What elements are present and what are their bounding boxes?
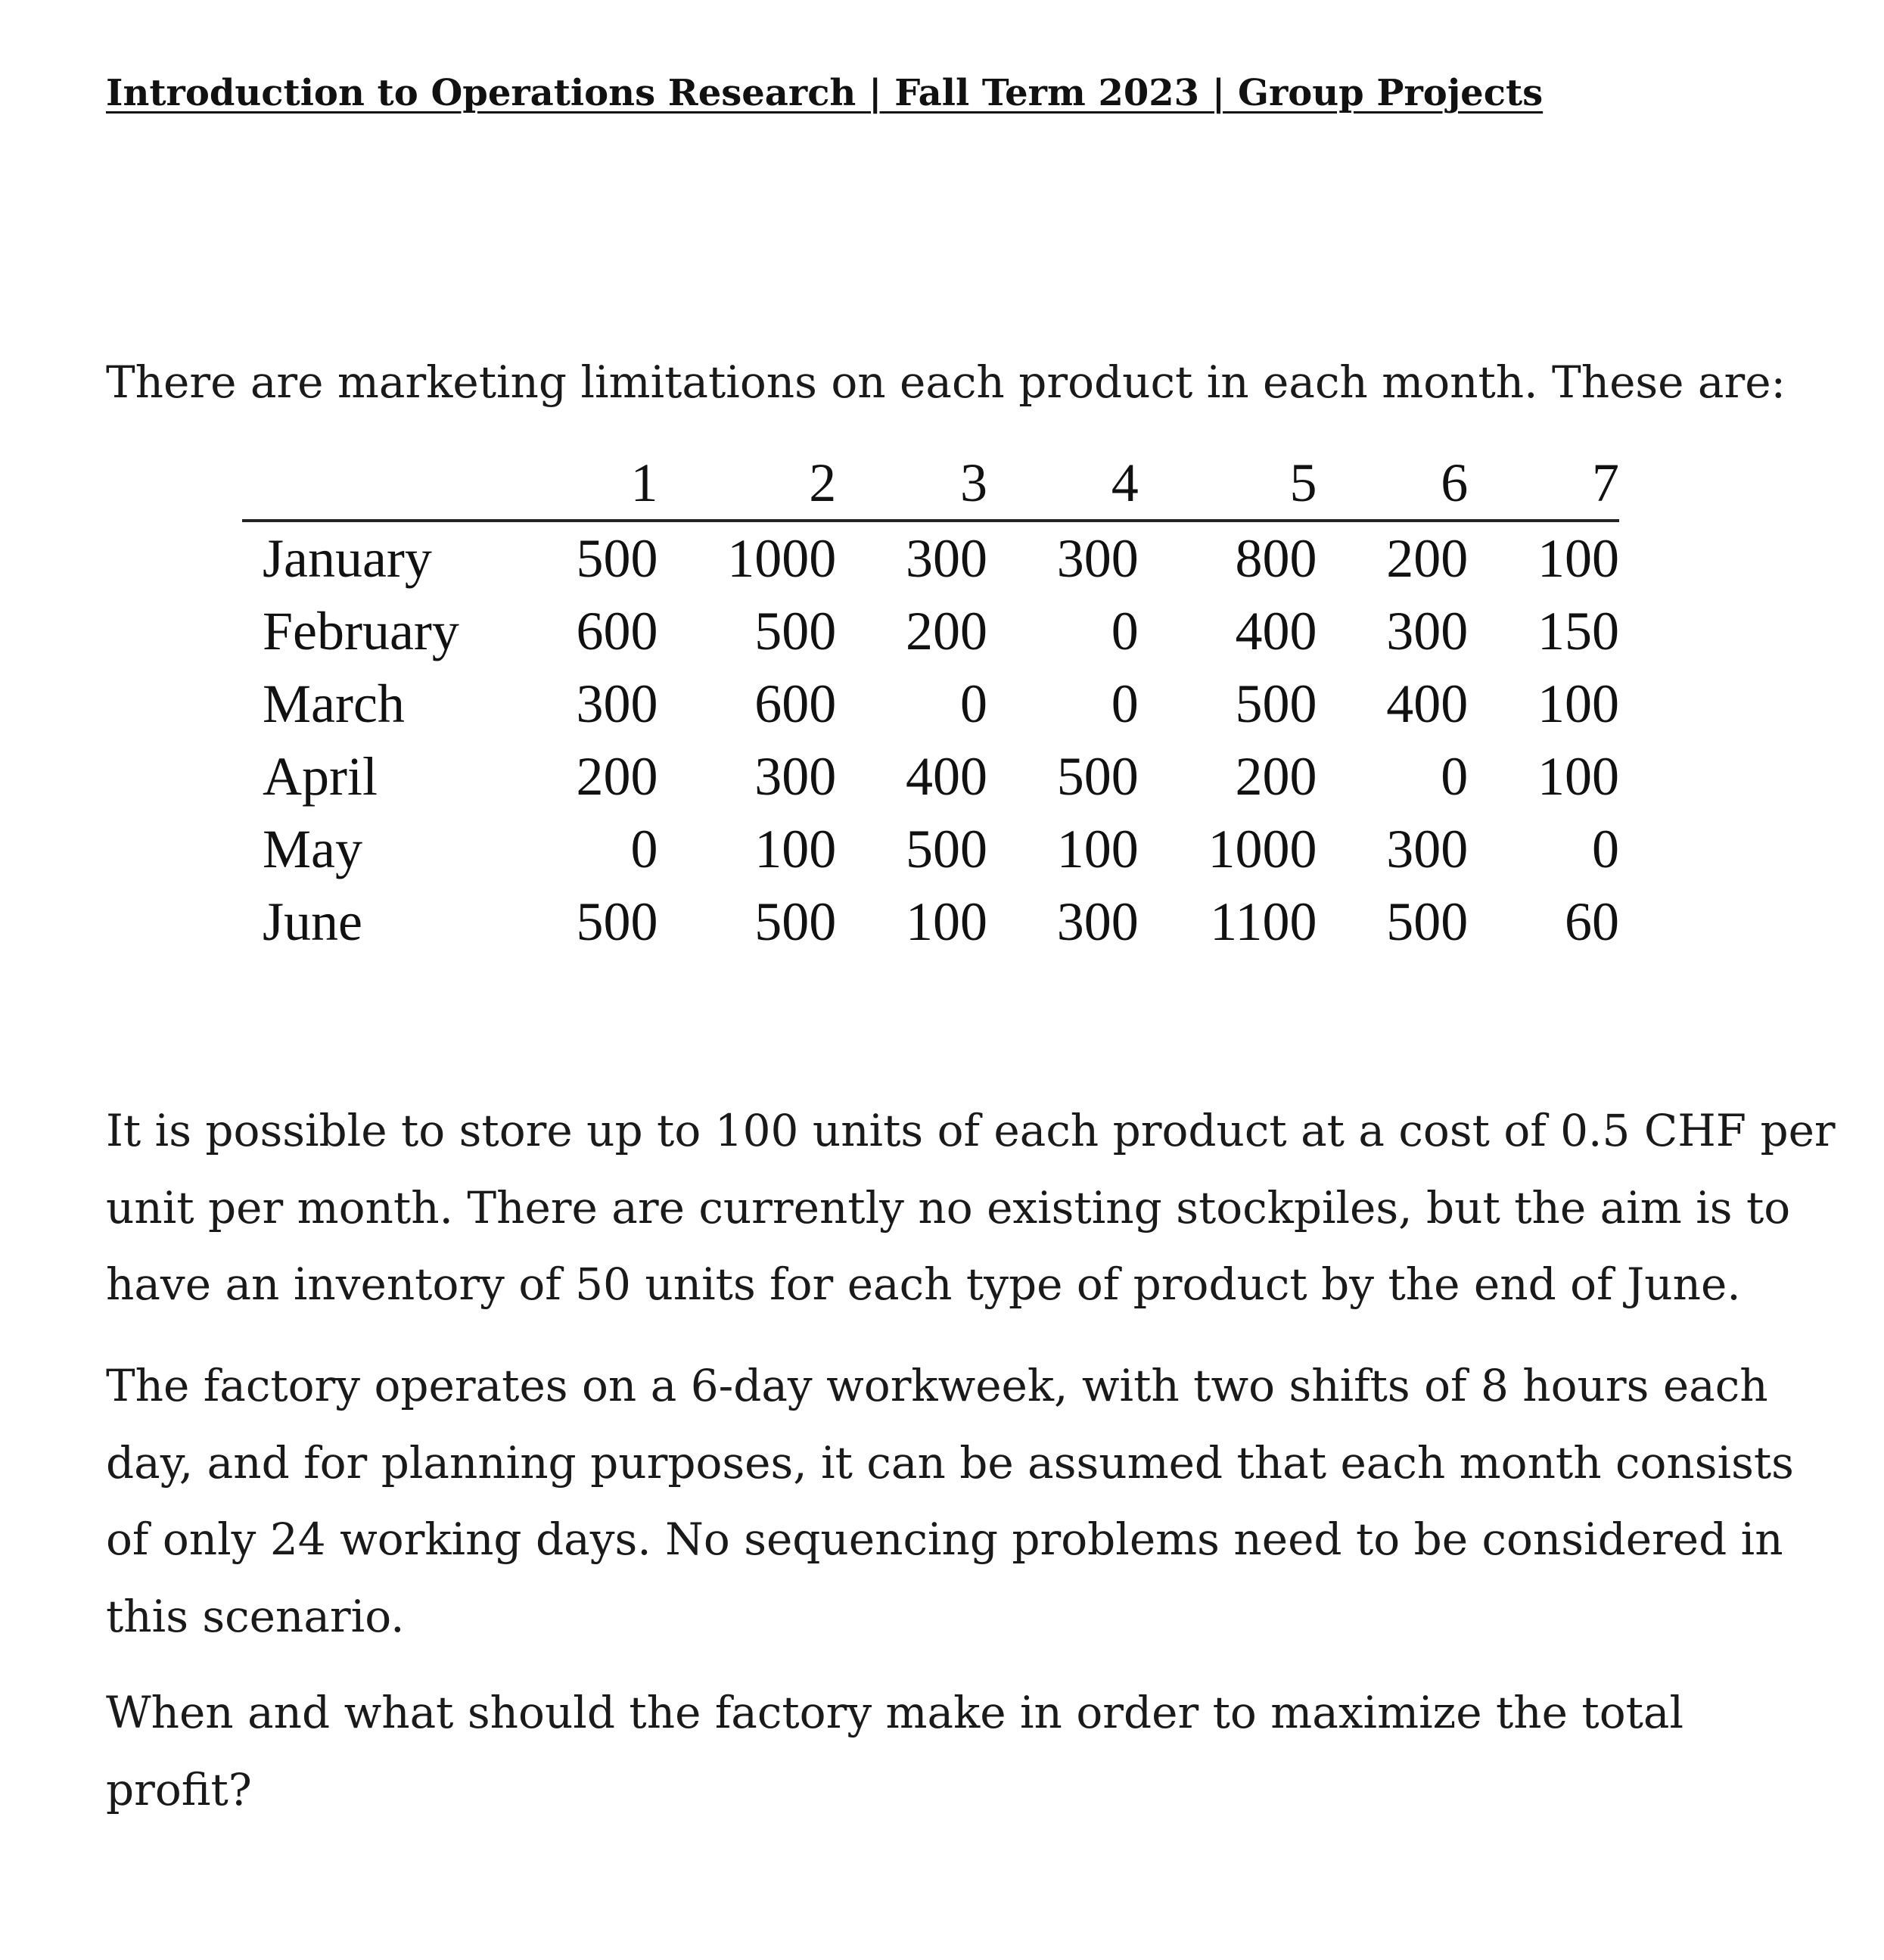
table-corner-cell <box>242 446 549 521</box>
month-label: February <box>263 601 459 661</box>
table-cell: 1000 <box>1208 819 1317 879</box>
table-cell: 300 <box>754 746 837 807</box>
month-label: June <box>263 891 362 952</box>
table-cell: 200 <box>906 601 988 661</box>
paragraph-line: When and what should the factory make in order to maximize the total <box>106 1687 1684 1738</box>
column-header: 4 <box>987 446 1139 521</box>
table-cell: 100 <box>754 819 837 879</box>
table-cell: 60 <box>1565 891 1619 952</box>
table-cell: 300 <box>1386 819 1469 879</box>
storage-paragraph <box>106 1093 1836 1324</box>
table-cell: 1000 <box>727 528 837 589</box>
paragraph-line: have an inventory of 50 units for each type of product by the end of June. <box>106 1258 1741 1310</box>
column-header: 1 <box>549 446 658 521</box>
month-label: January <box>263 528 432 589</box>
intro-paragraph: There are marketing limitations on each product in each month. These are: <box>106 356 1786 408</box>
paragraph-line: this scenario. <box>106 1590 405 1642</box>
paragraph-line: unit per month. There are currently no existing stockpiles, but the aim is to <box>106 1181 1791 1234</box>
paragraph-line: of only 24 working days. No sequencing problems need to be considered in <box>106 1514 1783 1565</box>
column-header: 3 <box>836 446 987 521</box>
month-label: May <box>263 819 362 879</box>
table-cell: 0 <box>1111 674 1139 734</box>
table-cell: 500 <box>754 601 837 661</box>
table-cell: 100 <box>1537 746 1619 807</box>
table-cell: 100 <box>1056 819 1139 879</box>
table-cell: 300 <box>906 528 988 589</box>
table-cell: 300 <box>1056 528 1139 589</box>
table-cell: 500 <box>1235 674 1317 734</box>
factory-paragraph <box>106 1348 1794 1655</box>
month-label: April <box>263 746 378 807</box>
table-header-row <box>242 446 1619 521</box>
column-header: 5 <box>1139 446 1317 521</box>
paragraph-line: profit? <box>106 1763 252 1815</box>
table-cell: 0 <box>1441 746 1469 807</box>
table-cell: 0 <box>960 674 988 734</box>
table-row <box>242 885 1619 958</box>
table-cell: 200 <box>1235 746 1317 807</box>
table-cell: 600 <box>754 674 837 734</box>
table-cell: 500 <box>1386 891 1469 952</box>
column-header: 7 <box>1468 446 1619 521</box>
table-cell: 500 <box>906 819 988 879</box>
marketing-limits-table-container <box>242 446 1619 958</box>
table-cell: 500 <box>754 891 837 952</box>
table-cell: 500 <box>576 891 658 952</box>
page-header: Introduction to Operations Research | Fall Term 2023 | Group Projects <box>106 72 1544 114</box>
table-cell: 0 <box>1592 819 1619 879</box>
table-cell: 0 <box>1111 601 1139 661</box>
table-cell: 100 <box>1537 528 1619 589</box>
question-paragraph <box>106 1675 1683 1828</box>
table-cell: 1100 <box>1210 891 1317 952</box>
table-cell: 500 <box>576 528 658 589</box>
table-cell: 500 <box>1056 746 1139 807</box>
table-cell: 300 <box>1056 891 1139 952</box>
table-row <box>242 521 1619 595</box>
table-cell: 0 <box>630 819 658 879</box>
column-header: 2 <box>658 446 837 521</box>
table-cell: 150 <box>1537 601 1619 661</box>
table-row <box>242 740 1619 813</box>
table-cell: 400 <box>1235 601 1317 661</box>
column-header: 6 <box>1317 446 1468 521</box>
table-cell: 100 <box>906 891 988 952</box>
marketing-limits-table <box>242 446 1619 958</box>
table-cell: 400 <box>1386 674 1469 734</box>
table-cell: 100 <box>1537 674 1619 734</box>
month-label: March <box>263 674 405 734</box>
table-row <box>242 813 1619 885</box>
table-cell: 600 <box>576 601 658 661</box>
table-row <box>242 667 1619 740</box>
table-row <box>242 595 1619 667</box>
table-cell: 800 <box>1235 528 1317 589</box>
table-cell: 200 <box>576 746 658 807</box>
table-cell: 300 <box>576 674 658 734</box>
table-cell: 400 <box>906 746 988 807</box>
paragraph-line: It is possible to store up to 100 units of each product at a cost of 0.5 CHF per <box>106 1105 1836 1156</box>
paragraph-line: day, and for planning purposes, it can be assumed that each month consists <box>106 1436 1794 1489</box>
paragraph-line: The factory operates on a 6-day workweek, with two shifts of 8 hours each <box>106 1360 1768 1411</box>
table-cell: 300 <box>1386 601 1469 661</box>
table-cell: 200 <box>1386 528 1469 589</box>
